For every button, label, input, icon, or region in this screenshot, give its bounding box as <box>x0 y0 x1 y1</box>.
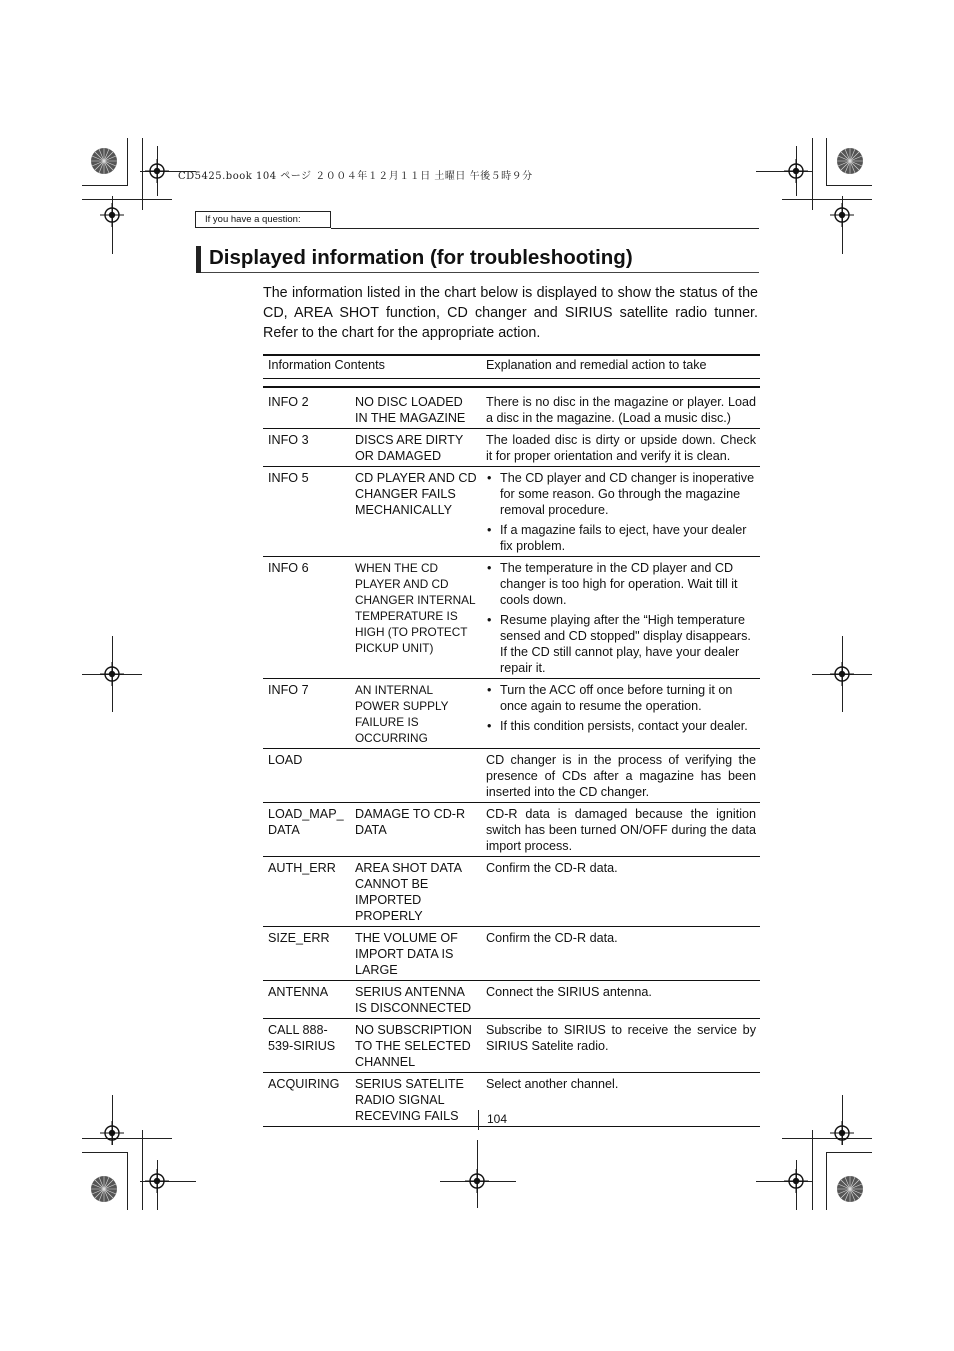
registration-mark-icon <box>465 1169 489 1193</box>
info-contents: NO SUBSCRIPTION TO THE SELECTED CHANNEL <box>351 1019 480 1073</box>
table-row <box>263 1019 760 1073</box>
remedial-action: Confirm the CD-R data. <box>480 927 760 981</box>
info-table <box>263 354 760 1127</box>
info-contents: DISCS ARE DIRTY OR DAMAGED <box>351 429 480 467</box>
column-header: Explanation and remedial action to take <box>480 355 760 379</box>
info-contents: SERIUS SATELITE RADIO SIGNAL RECEVING FAILS <box>351 1073 480 1127</box>
intro-paragraph: The information listed in the chart below is displayed to show the status of the CD, AREA SHOT function, CD changer and SIRIUS satellite radio tunner. Refer to the chart for the appropriate action. <box>263 285 758 341</box>
info-code: ACQUIRING <box>263 1073 351 1127</box>
info-code: SIZE_ERR <box>263 927 351 981</box>
remedial-action: Select another channel. <box>480 1073 760 1127</box>
action-bullet-list <box>486 470 756 554</box>
column-header: Information Contents <box>263 355 480 379</box>
remedial-action <box>480 557 760 679</box>
info-code: AUTH_ERR <box>263 857 351 927</box>
page-number: 104 <box>487 1112 508 1126</box>
table-row <box>263 679 760 749</box>
header-rule <box>331 228 759 229</box>
remedial-action: There is no disc in the magazine or player. Load a disc in the magazine. (Load a music disc.) <box>480 387 760 429</box>
table-row <box>263 803 760 857</box>
title-rule <box>201 272 759 273</box>
remedial-action: Subscribe to SIRIUS to receive the service by SIRIUS Satelite radio. <box>480 1019 760 1073</box>
info-contents: DAMAGE TO CD-R DATA <box>351 803 480 857</box>
info-contents: NO DISC LOADED IN THE MAGAZINE <box>351 387 480 429</box>
action-bullet-list <box>486 682 756 734</box>
page-number-rule <box>478 1110 479 1130</box>
action-bullet-item: • Turn the ACC off once before turning it on once again to resume the operation. <box>486 682 756 714</box>
registration-mark-icon <box>145 1169 169 1193</box>
info-contents: SERIUS ANTENNA IS DISCONNECTED <box>351 981 480 1019</box>
registration-mark-icon <box>830 1121 854 1145</box>
table-row <box>263 467 760 557</box>
remedial-action: CD changer is in the process of verifying the presence of CDs after a magazine has been inserted into the CD changer. <box>480 749 760 803</box>
table-row <box>263 857 760 927</box>
section-header-label: If you have a question: <box>195 211 331 228</box>
registration-mark-icon <box>100 662 124 686</box>
registration-mark-icon <box>145 159 169 183</box>
rosette-mark-icon <box>90 147 118 175</box>
table-row <box>263 1073 760 1127</box>
rosette-mark-icon <box>836 147 864 175</box>
page-title: Displayed information (for troubleshooting) <box>209 246 633 269</box>
registration-mark-icon <box>784 159 808 183</box>
remedial-action <box>480 467 760 557</box>
action-bullet-item: • The CD player and CD changer is inoperative for some reason. Go through the magazine removal procedure. <box>486 470 756 518</box>
print-job-info: CD5425.book 104 ページ ２００４年１２月１１日 土曜日 午後５時９分 <box>178 171 533 182</box>
info-code: INFO 3 <box>263 429 351 467</box>
info-code: INFO 2 <box>263 387 351 429</box>
info-code: ANTENNA <box>263 981 351 1019</box>
registration-mark-icon <box>830 662 854 686</box>
action-bullet-list <box>486 560 756 676</box>
info-contents <box>351 749 480 803</box>
info-code: CALL 888-539-SIRIUS <box>263 1019 351 1073</box>
action-bullet-item: • The temperature in the CD player and CD changer is too high for operation. Wait till it cools down. <box>486 560 756 608</box>
registration-mark-icon <box>830 203 854 227</box>
info-contents: WHEN THE CD PLAYER AND CD CHANGER INTERNAL TEMPERATURE IS HIGH (TO PROTECT PICKUP UNIT) <box>351 557 480 679</box>
action-bullet-item: • If a magazine fails to eject, have your dealer fix problem. <box>486 522 756 554</box>
title-bar <box>196 246 201 273</box>
info-code: LOAD <box>263 749 351 803</box>
action-bullet-item: • If this condition persists, contact your dealer. <box>486 718 756 734</box>
info-contents: THE VOLUME OF IMPORT DATA IS LARGE <box>351 927 480 981</box>
remedial-action: Connect the SIRIUS antenna. <box>480 981 760 1019</box>
remedial-action <box>480 679 760 749</box>
info-code: INFO 7 <box>263 679 351 749</box>
registration-mark-icon <box>784 1169 808 1193</box>
rosette-mark-icon <box>90 1175 118 1203</box>
registration-mark-icon <box>100 203 124 227</box>
info-contents: AN INTERNAL POWER SUPPLY FAILURE IS OCCURRING <box>351 679 480 749</box>
rosette-mark-icon <box>836 1175 864 1203</box>
remedial-action: CD-R data is damaged because the ignition switch has been turned ON/OFF during the data import process. <box>480 803 760 857</box>
registration-mark-icon <box>100 1121 124 1145</box>
table-row <box>263 927 760 981</box>
table-row <box>263 557 760 679</box>
table-row <box>263 429 760 467</box>
remedial-action: Confirm the CD-R data. <box>480 857 760 927</box>
info-code: INFO 5 <box>263 467 351 557</box>
table-row <box>263 981 760 1019</box>
info-contents: CD PLAYER AND CD CHANGER FAILS MECHANICALLY <box>351 467 480 557</box>
remedial-action: The loaded disc is dirty or upside down. Check it for proper orientation and verify it is clean. <box>480 429 760 467</box>
table-row <box>263 387 760 429</box>
action-bullet-item: • Resume playing after the “High temperature sensed and CD stopped" display disappears. If the CD still cannot play, have your dealer repair it. <box>486 612 756 676</box>
table-row <box>263 749 760 803</box>
info-contents: AREA SHOT DATA CANNOT BE IMPORTED PROPERLY <box>351 857 480 927</box>
info-code: LOAD_MAP_ DATA <box>263 803 351 857</box>
info-code: INFO 6 <box>263 557 351 679</box>
